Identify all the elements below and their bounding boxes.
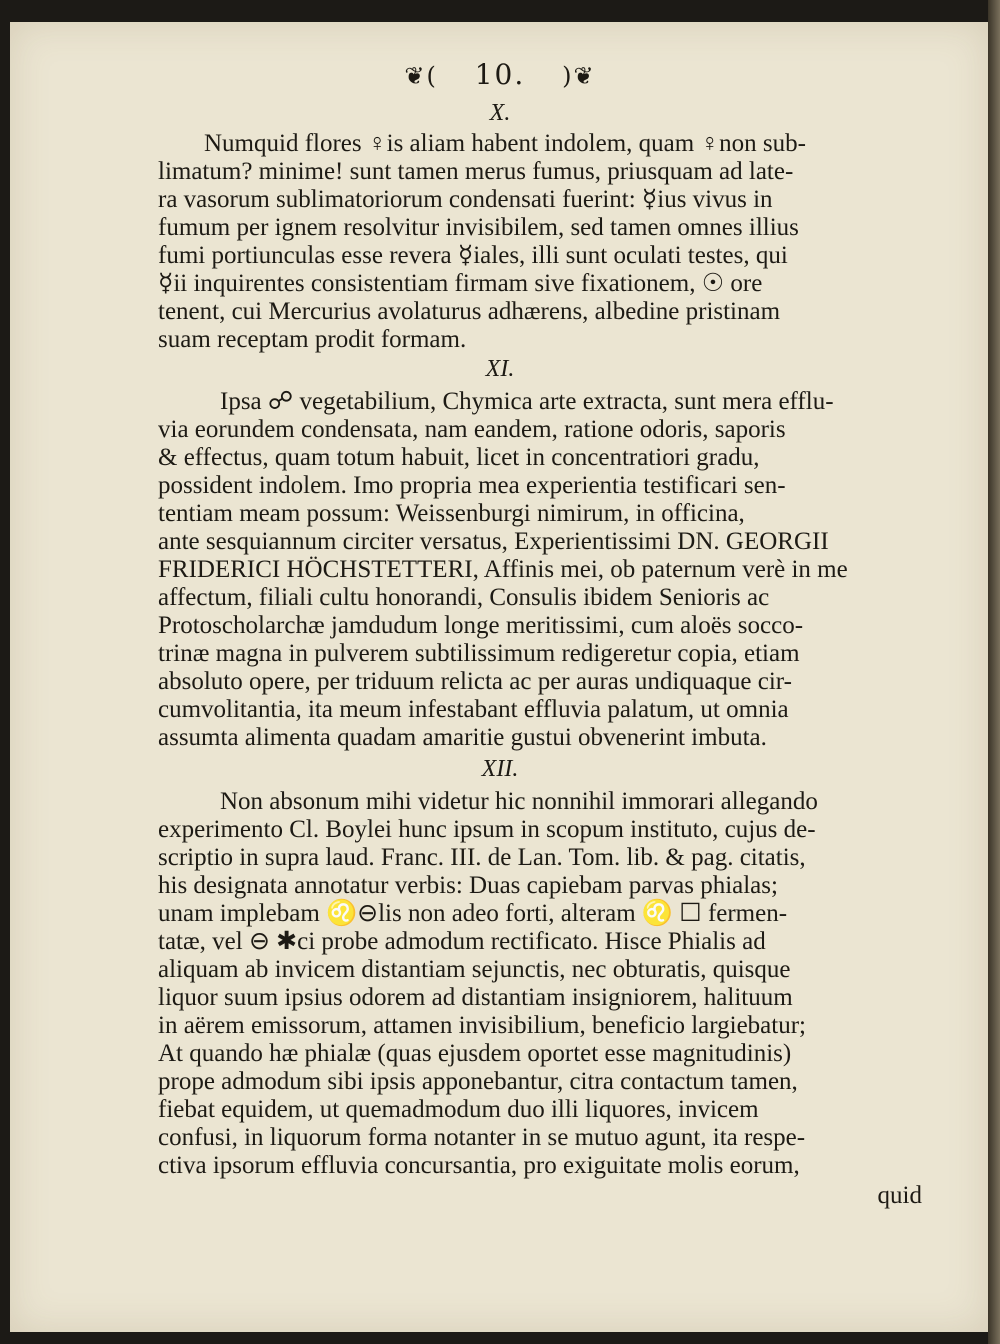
- text-line: scriptio in supra laud. Franc. III. de Lan. Tom. lib. & pag. citatis,: [158, 844, 806, 871]
- text-line: Non absonum mihi videtur hic nonnihil immorari allegando: [220, 788, 818, 815]
- text-line: ctiva ipsorum effluvia concursantia, pro exiguitate molis eorum,: [158, 1152, 800, 1179]
- text-line: ante sesquiannum circiter versatus, Experientissimi DN. GEORGII: [158, 528, 829, 555]
- text-line: Protoscholarchæ jamdudum longe meritissimi, cum aloës socco-: [158, 612, 804, 639]
- text-line: tenent, cui Mercurius avolaturus adhærens, albedine pristinam: [158, 298, 781, 325]
- text-line: tatæ, vel ⊖ ✱ci probe admodum rectificato. Hisce Phialis ad: [158, 928, 766, 955]
- head-ornament-left: ❦(: [404, 62, 438, 90]
- scan-border-top: [0, 0, 1000, 22]
- text-line: fumum per ignem resolvitur invisibilem, sed tamen omnes illius: [158, 214, 799, 241]
- text-line: ra vasorum sublimatoriorum condensati fuerint: ☿ius vivus in: [158, 186, 773, 213]
- catchword: quid: [877, 1182, 922, 1209]
- section-x-text: [158, 130, 926, 354]
- text-line: affectum, filiali cultu honorandi, Consulis ibidem Senioris ac: [158, 584, 770, 611]
- text-line: fiebat equidem, ut quemadmodum duo illi liquores, invicem: [158, 1096, 759, 1123]
- text-line: assumta alimenta quadam amaritie gustui obvenerint imbuta.: [158, 724, 767, 751]
- text-line: & effectus, quam totum habuit, licet in concentratiori gradu,: [158, 444, 760, 471]
- text-line: ☿ii inquirentes consistentiam firmam sive fixationem, ☉ ore: [158, 270, 763, 297]
- section-xi-text: [158, 388, 926, 752]
- text-line: aliquam ab invicem distantiam sejunctis, nec obturatis, quisque: [158, 956, 791, 983]
- section-number-xi: XI.: [485, 356, 515, 382]
- head-ornament-right: )❦: [562, 62, 596, 90]
- text-line: liquor suum ipsius odorem ad distantiam insigniorem, halituum: [158, 984, 793, 1011]
- text-line: absoluto opere, per triduum relicta ac per auras undiquaque cir-: [158, 668, 792, 695]
- text-line: prope admodum sibi ipsis apponebantur, citra contactum tamen,: [158, 1068, 798, 1095]
- text-line: fumi portiunculas esse revera ☿iales, illi sunt oculati testes, qui: [158, 242, 788, 269]
- section-number-x: X.: [489, 100, 511, 126]
- text-line: trinæ magna in pulverem subtilissimum redigeretur copia, etiam: [158, 640, 800, 667]
- text-line: tentiam meam possum: Weissenburgi nimirum, in officina,: [158, 500, 745, 527]
- text-line: confusi, in liquorum forma notanter in se mutuo agunt, ita respe-: [158, 1124, 806, 1151]
- section-number-xii: XII.: [481, 756, 519, 782]
- text-line: unam implebam ♌⊖lis non adeo forti, alteram ♌ ☐ fermen-: [158, 900, 788, 927]
- text-line: Numquid flores ♀is aliam habent indolem, quam ♀non sub-: [204, 130, 806, 157]
- text-line: via eorundem condensata, nam eandem, ratione odoris, saporis: [158, 416, 786, 443]
- text-line: suam receptam prodit formam.: [158, 326, 467, 353]
- text-line: At quando hæ phialæ (quas ejusdem oportet esse magnitudinis): [158, 1040, 792, 1067]
- text-line: experimento Cl. Boylei hunc ipsum in scopum instituto, cujus de-: [158, 816, 816, 843]
- section-xii-text: [158, 788, 926, 1180]
- text-line: possident indolem. Imo propria mea experientia testificari sen-: [158, 472, 786, 499]
- text-line: Ipsa ☍ vegetabilium, Chymica arte extracta, sunt mera efflu-: [220, 388, 834, 415]
- scan-border-right: [988, 0, 1000, 1344]
- text-line: limatum? minime! sunt tamen merus fumus, priusquam ad late-: [158, 158, 794, 185]
- text-line: in aërem emissorum, attamen invisibilium, beneficio largiebatur;: [158, 1012, 806, 1039]
- page-number: 10.: [474, 58, 526, 91]
- text-line: FRIDERICI HÖCHSTETTERI, Affinis mei, ob paternum verè in me: [158, 556, 848, 583]
- text-line: cumvolitantia, ita meum infestabant effluvia palatum, ut omnia: [158, 696, 789, 723]
- text-line: his designata annotatur verbis: Duas capiebam parvas phialas;: [158, 872, 778, 899]
- running-head: [0, 58, 1000, 91]
